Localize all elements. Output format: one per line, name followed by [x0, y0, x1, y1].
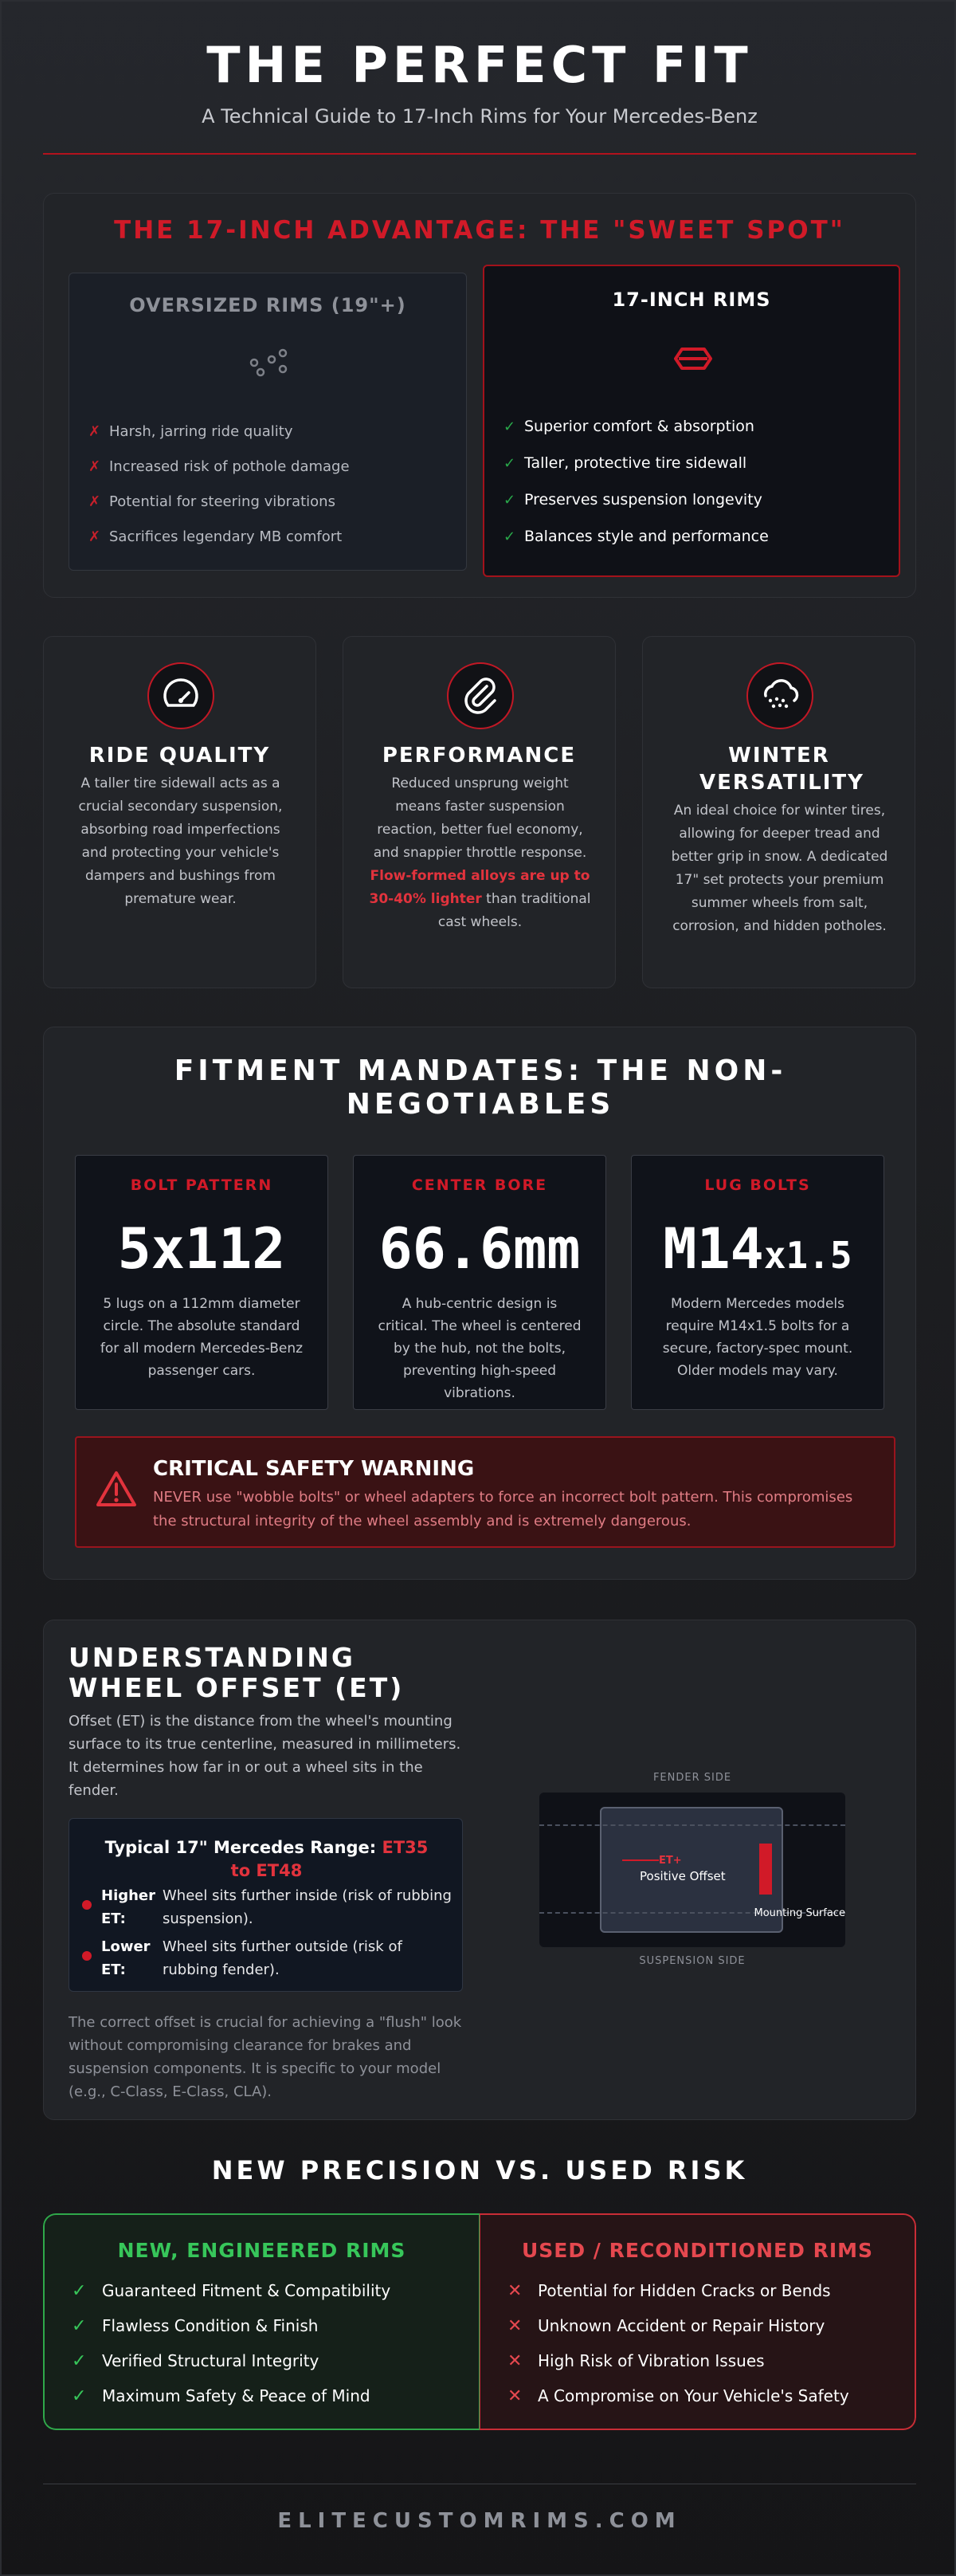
list-item: ✕ Unknown Accident or Repair History — [507, 2315, 825, 2336]
used-rims-list — [507, 2273, 915, 2413]
new-rims-title: NEW, ENGINEERED RIMS — [117, 2239, 406, 2262]
feature-title: WINTER VERSATILITY — [699, 744, 864, 795]
seventeen-inch-rims-card — [483, 265, 900, 577]
list-item: ✓ Superior comfort & absorption — [503, 418, 754, 435]
feature-card-ride-quality — [43, 636, 316, 988]
list-item: ✗ Harsh, jarring ride quality — [88, 422, 293, 440]
feature-title: RIDE QUALITY — [88, 744, 271, 768]
wheel-profile-icon — [674, 346, 712, 375]
check-icon: ✓ — [72, 2350, 87, 2371]
used-rims-card — [480, 2213, 916, 2430]
warning-title: CRITICAL SAFETY WARNING — [153, 1457, 475, 1481]
cross-icon: ✗ — [88, 422, 101, 440]
offset-note: The correct offset is crucial for achieving a "flush" look without compromising clearance for brakes and suspension components. It is specific to your model (e.g., C-Class, E-Class, CLA). — [69, 2014, 462, 2100]
list-item: ✗ Sacrifices legendary MB comfort — [88, 528, 343, 545]
offset-range-box — [69, 1818, 463, 1992]
list-item: ✓ Flawless Condition & Finish — [72, 2315, 319, 2336]
offset-row-higher: Higher ET: Wheel sits further inside (risk of rubbing suspension). — [82, 1884, 456, 1930]
header-divider — [43, 153, 916, 155]
page-subtitle: A Technical Guide to 17-Inch Rims for Your Mercedes-Benz — [202, 105, 758, 128]
list-item: ✓ Taller, protective tire sidewall — [503, 454, 747, 472]
check-icon: ✓ — [503, 454, 516, 472]
list-item: ✓ Preserves suspension longevity — [503, 491, 762, 509]
precision-title: NEW PRECISION VS. USED RISK — [211, 2155, 748, 2185]
advantage-panel — [43, 193, 916, 598]
seventeen-inch-rims-list — [503, 408, 769, 555]
bullet-icon — [82, 1900, 92, 1910]
snow-cloud-icon — [746, 662, 813, 729]
cross-icon: ✕ — [507, 2350, 523, 2371]
new-rims-list — [72, 2273, 479, 2413]
fitment-title: FITMENT MANDATES: THE NON-NEGOTIABLES — [174, 1054, 787, 1121]
list-item: ✗ Increased risk of pothole damage — [88, 457, 350, 475]
page-title: THE PERFECT FIT — [206, 36, 753, 94]
warning-triangle-icon — [96, 1470, 137, 1511]
spec-label: BOLT PATTERN — [130, 1176, 273, 1194]
check-icon: ✓ — [503, 418, 516, 435]
paperclip-icon — [447, 662, 514, 729]
list-item: ✓ Maximum Safety & Peace of Mind — [72, 2386, 370, 2406]
oversized-rims-card — [69, 273, 467, 571]
offset-arrow — [622, 1859, 659, 1861]
seventeen-inch-rims-title: 17-INCH RIMS — [612, 289, 771, 311]
cross-icon: ✗ — [88, 457, 101, 475]
fitment-panel — [43, 1027, 916, 1580]
check-icon: ✓ — [72, 2280, 87, 2301]
check-icon: ✓ — [72, 2315, 87, 2336]
cross-icon: ✗ — [88, 528, 101, 545]
spec-card-lug-bolts — [631, 1155, 884, 1410]
cross-icon: ✕ — [507, 2280, 523, 2301]
diagram-top-label: FENDER SIDE — [652, 1772, 732, 1784]
cross-icon: ✕ — [507, 2386, 523, 2406]
list-item: ✓ Balances style and performance — [503, 528, 769, 545]
list-item: ✗ Potential for steering vibrations — [88, 493, 335, 510]
check-icon: ✓ — [503, 491, 516, 509]
footer-website-link[interactable]: ELITECUSTOMRIMS.COM — [277, 2509, 682, 2533]
spec-card-center-bore — [353, 1155, 606, 1410]
list-item: ✓ Guaranteed Fitment & Compatibility — [72, 2280, 391, 2301]
offset-intro: Offset (ET) is the distance from the wheel's mounting surface to its true centerline, measured in millimeters. It determines how far in or out a wheel sits in the fender. — [69, 1713, 461, 1799]
header — [2, 33, 956, 128]
used-rims-title: USED / RECONDITIONED RIMS — [521, 2239, 874, 2262]
advantage-title: THE 17-INCH ADVANTAGE: THE "SWEET SPOT" — [114, 216, 845, 245]
mounting-surface-bar — [759, 1844, 772, 1895]
offset-panel — [43, 1620, 916, 2120]
oversized-rims-list — [88, 414, 350, 554]
spec-label: CENTER BORE — [411, 1176, 548, 1194]
spec-value: 5x112 — [117, 1216, 286, 1282]
list-item: ✕ A Compromise on Your Vehicle's Safety — [507, 2386, 849, 2406]
feature-text: An ideal choice for winter tires, allowing for deeper tread and better grip in snow. A dedicated 17" set protects your premium summer wheels from salt, corrosion, and hidden potholes. — [671, 803, 888, 934]
spec-description: A hub-centric design is critical. The wheel is centered by the hub, not the bolts, preventing high-speed vibrations. — [378, 1296, 582, 1401]
check-icon: ✓ — [72, 2386, 87, 2406]
check-icon: ✓ — [503, 528, 516, 545]
warning-text: NEVER use "wobble bolts" or wheel adapters to force an incorrect bolt pattern. This compromises the structural integrity of the wheel assembly and is extremely dangerous. — [153, 1489, 853, 1530]
centerline — [539, 1824, 845, 1826]
offset-range-value: ET35 to ET48 — [230, 1838, 429, 1880]
cross-icon: ✗ — [88, 493, 101, 510]
new-rims-card — [43, 2213, 480, 2430]
spec-card-bolt-pattern — [75, 1155, 328, 1410]
precision-comparison — [43, 2213, 916, 2430]
offset-diagram — [539, 1793, 845, 1947]
offset-range-title: Typical 17" Mercedes Range: ET35 to ET48 — [104, 1838, 429, 1880]
scattered-dots-icon — [248, 347, 292, 388]
feature-text: A taller tire sidewall acts as a crucial secondary suspension, absorbing road imperfections and protecting your vehicle's dampers and bushings from premature wear. — [78, 776, 283, 907]
spec-label: LUG BOLTS — [704, 1176, 811, 1194]
cross-icon: ✕ — [507, 2315, 523, 2336]
et-label: ET+ — [659, 1855, 682, 1867]
diagram-bottom-label: SUSPENSION SIDE — [639, 1955, 746, 1967]
list-item: ✕ High Risk of Vibration Issues — [507, 2350, 765, 2371]
list-item: ✓ Verified Structural Integrity — [72, 2350, 319, 2371]
spec-description: Modern Mercedes models require M14x1.5 bolts for a secure, factory-spec mount. Older models may vary. — [662, 1296, 853, 1379]
safety-warning — [75, 1436, 895, 1548]
spec-description: 5 lugs on a 112mm diameter circle. The absolute standard for all modern Mercedes-Benz passenger cars. — [100, 1296, 304, 1379]
feature-highlight: Flow-formed alloys are up to 30-40% lighter — [369, 868, 590, 907]
spec-value: 66.6mm — [378, 1216, 581, 1282]
gauge-icon — [147, 662, 214, 729]
offset-row-lower: Lower ET: Wheel sits further outside (risk of rubbing fender). — [82, 1935, 456, 1981]
feature-card-winter — [642, 636, 915, 988]
feature-card-performance — [343, 636, 616, 988]
oversized-rims-title: OVERSIZED RIMS (19"+) — [129, 294, 406, 316]
mounting-surface-label: Mounting Surface — [754, 1907, 845, 1919]
positive-offset-label: Positive Offset — [640, 1869, 726, 1883]
feature-title: PERFORMANCE — [382, 744, 577, 768]
feature-text: Reduced unsprung weight means faster suspension reaction, better fuel economy, and snappier throttle response. Flow-formed alloys are up to 30-40% lighter than traditional cast wheels. — [369, 776, 591, 930]
spec-value: M14x1.5 — [663, 1216, 852, 1282]
offset-title: UNDERSTANDING WHEEL OFFSET (ET) — [69, 1642, 405, 1703]
bullet-icon — [82, 1951, 92, 1961]
list-item: ✕ Potential for Hidden Cracks or Bends — [507, 2280, 831, 2301]
